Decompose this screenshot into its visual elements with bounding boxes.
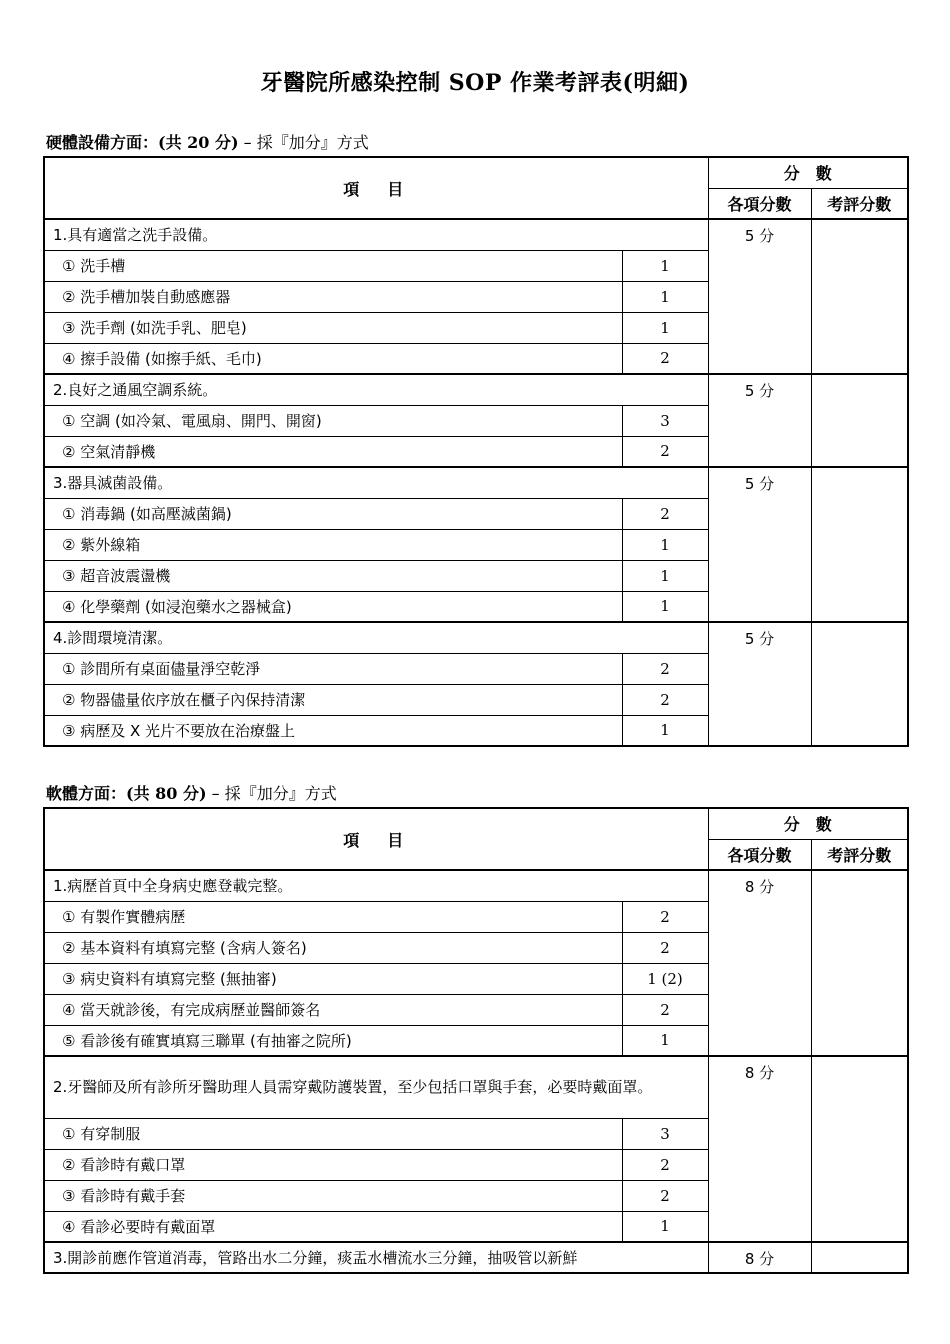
list-item: ② 看診時有戴口罩 [44,1149,622,1180]
group-score: 5 分 [708,374,811,467]
list-item: ③ 病歷及 X 光片不要放在治療盤上 [44,715,622,746]
item-points: 1 [622,1211,708,1242]
item-points: 1 (2) [622,963,708,994]
software-table [43,807,909,1274]
eval-score-cell[interactable] [811,870,908,1056]
list-item: ④ 當天就診後，有完成病歷並醫師簽名 [44,994,622,1025]
group-score: 8 分 [708,1242,811,1273]
software-group-2 [44,1056,908,1242]
item-points: 1 [622,715,708,746]
list-item: ③ 超音波震盪機 [44,560,622,591]
eval-score-cell[interactable] [811,1242,908,1273]
list-item: ② 基本資料有填寫完整 (含病人簽名) [44,932,622,963]
item-points: 2 [622,684,708,715]
software-group-3 [44,1242,908,1273]
hardware-group-3 [44,467,908,622]
item-points: 2 [622,1149,708,1180]
software-heading-note: – 採『加分』方式 [206,784,337,803]
item-points: 3 [622,1118,708,1149]
list-item: ③ 病史資料有填寫完整 (無抽審) [44,963,622,994]
eval-score-cell[interactable] [811,622,908,746]
hardware-group-2 [44,374,908,467]
header-item-score: 各項分數 [708,188,811,219]
item-points: 2 [622,1180,708,1211]
group-score: 5 分 [708,467,811,622]
header-score-group: 分 數 [708,157,908,188]
hardware-group-1 [44,219,908,374]
item-points: 1 [622,250,708,281]
header-score-group: 分 數 [708,808,908,839]
hardware-heading-note: – 採『加分』方式 [238,133,369,152]
eval-score-cell[interactable] [811,219,908,374]
list-item: ① 消毒鍋 (如高壓滅菌鍋) [44,498,622,529]
list-item: ① 有穿制服 [44,1118,622,1149]
list-item: ② 空氣清靜機 [44,436,622,467]
list-item: ① 診間所有桌面儘量淨空乾淨 [44,653,622,684]
list-item: ② 物器儘量依序放在櫃子內保持清潔 [44,684,622,715]
item-points: 1 [622,591,708,622]
item-points: 1 [622,529,708,560]
item-points: 1 [622,312,708,343]
item-points: 3 [622,405,708,436]
item-points: 2 [622,901,708,932]
hardware-table [43,156,909,747]
list-item: ② 紫外線箱 [44,529,622,560]
item-points: 1 [622,281,708,312]
eval-score-cell[interactable] [811,374,908,467]
group-score: 5 分 [708,622,811,746]
list-item: ① 有製作實體病歷 [44,901,622,932]
list-item: ① 洗手槽 [44,250,622,281]
group-title-text: 2.牙醫師及所有診所牙醫助理人員需穿戴防護裝置，至少包括口罩與手套，必要時戴面罩。 [53,1077,653,1096]
list-item: ③ 洗手劑 (如洗手乳、肥皂) [44,312,622,343]
header-item: 項 目 [44,808,708,870]
header-item-score: 各項分數 [708,839,811,870]
header-eval-score: 考評分數 [811,188,908,219]
list-item: ③ 看診時有戴手套 [44,1180,622,1211]
item-points: 1 [622,560,708,591]
group-title: 2.良好之通風空調系統。 [44,374,708,405]
item-points: 2 [622,343,708,374]
eval-score-cell[interactable] [811,467,908,622]
list-item: ④ 化學藥劑 (如浸泡藥水之器械盒) [44,591,622,622]
group-title: 3.開診前應作管道消毒，管路出水二分鐘，痰盂水槽流水三分鐘，抽吸管以新鮮 [44,1242,708,1273]
item-points: 2 [622,994,708,1025]
group-score: 5 分 [708,219,811,374]
group-title: 1.具有適當之洗手設備。 [44,219,708,250]
software-section-heading [46,781,337,804]
item-points: 2 [622,932,708,963]
item-points: 2 [622,653,708,684]
list-item: ① 空調 (如冷氣、電風扇、開門、開窗) [44,405,622,436]
group-score: 8 分 [708,870,811,1056]
group-score: 8 分 [708,1056,811,1242]
list-item: ④ 看診必要時有戴面罩 [44,1211,622,1242]
hardware-group-4 [44,622,908,746]
list-item: ⑤ 看診後有確實填寫三聯單 (有抽審之院所) [44,1025,622,1056]
list-item: ② 洗手槽加裝自動感應器 [44,281,622,312]
list-item: ④ 擦手設備 (如擦手紙、毛巾) [44,343,622,374]
software-group-1 [44,870,908,1056]
item-points: 2 [622,436,708,467]
group-title: 1.病歷首頁中全身病史應登載完整。 [44,870,708,901]
eval-score-cell[interactable] [811,1056,908,1242]
hardware-section-heading [46,130,369,153]
hardware-heading-text: 硬體設備方面：(共 20 分) [46,133,239,152]
page-title: 牙醫院所感染控制 SOP 作業考評表(明細) [260,70,690,96]
item-points: 1 [622,1025,708,1056]
group-title: 3.器具滅菌設備。 [44,467,708,498]
software-heading-text: 軟體方面：(共 80 分) [46,784,207,803]
group-title: 4.診間環境清潔。 [44,622,708,653]
header-item: 項 目 [44,157,708,219]
group-title [44,1056,708,1118]
header-eval-score: 考評分數 [811,839,908,870]
item-points: 2 [622,498,708,529]
